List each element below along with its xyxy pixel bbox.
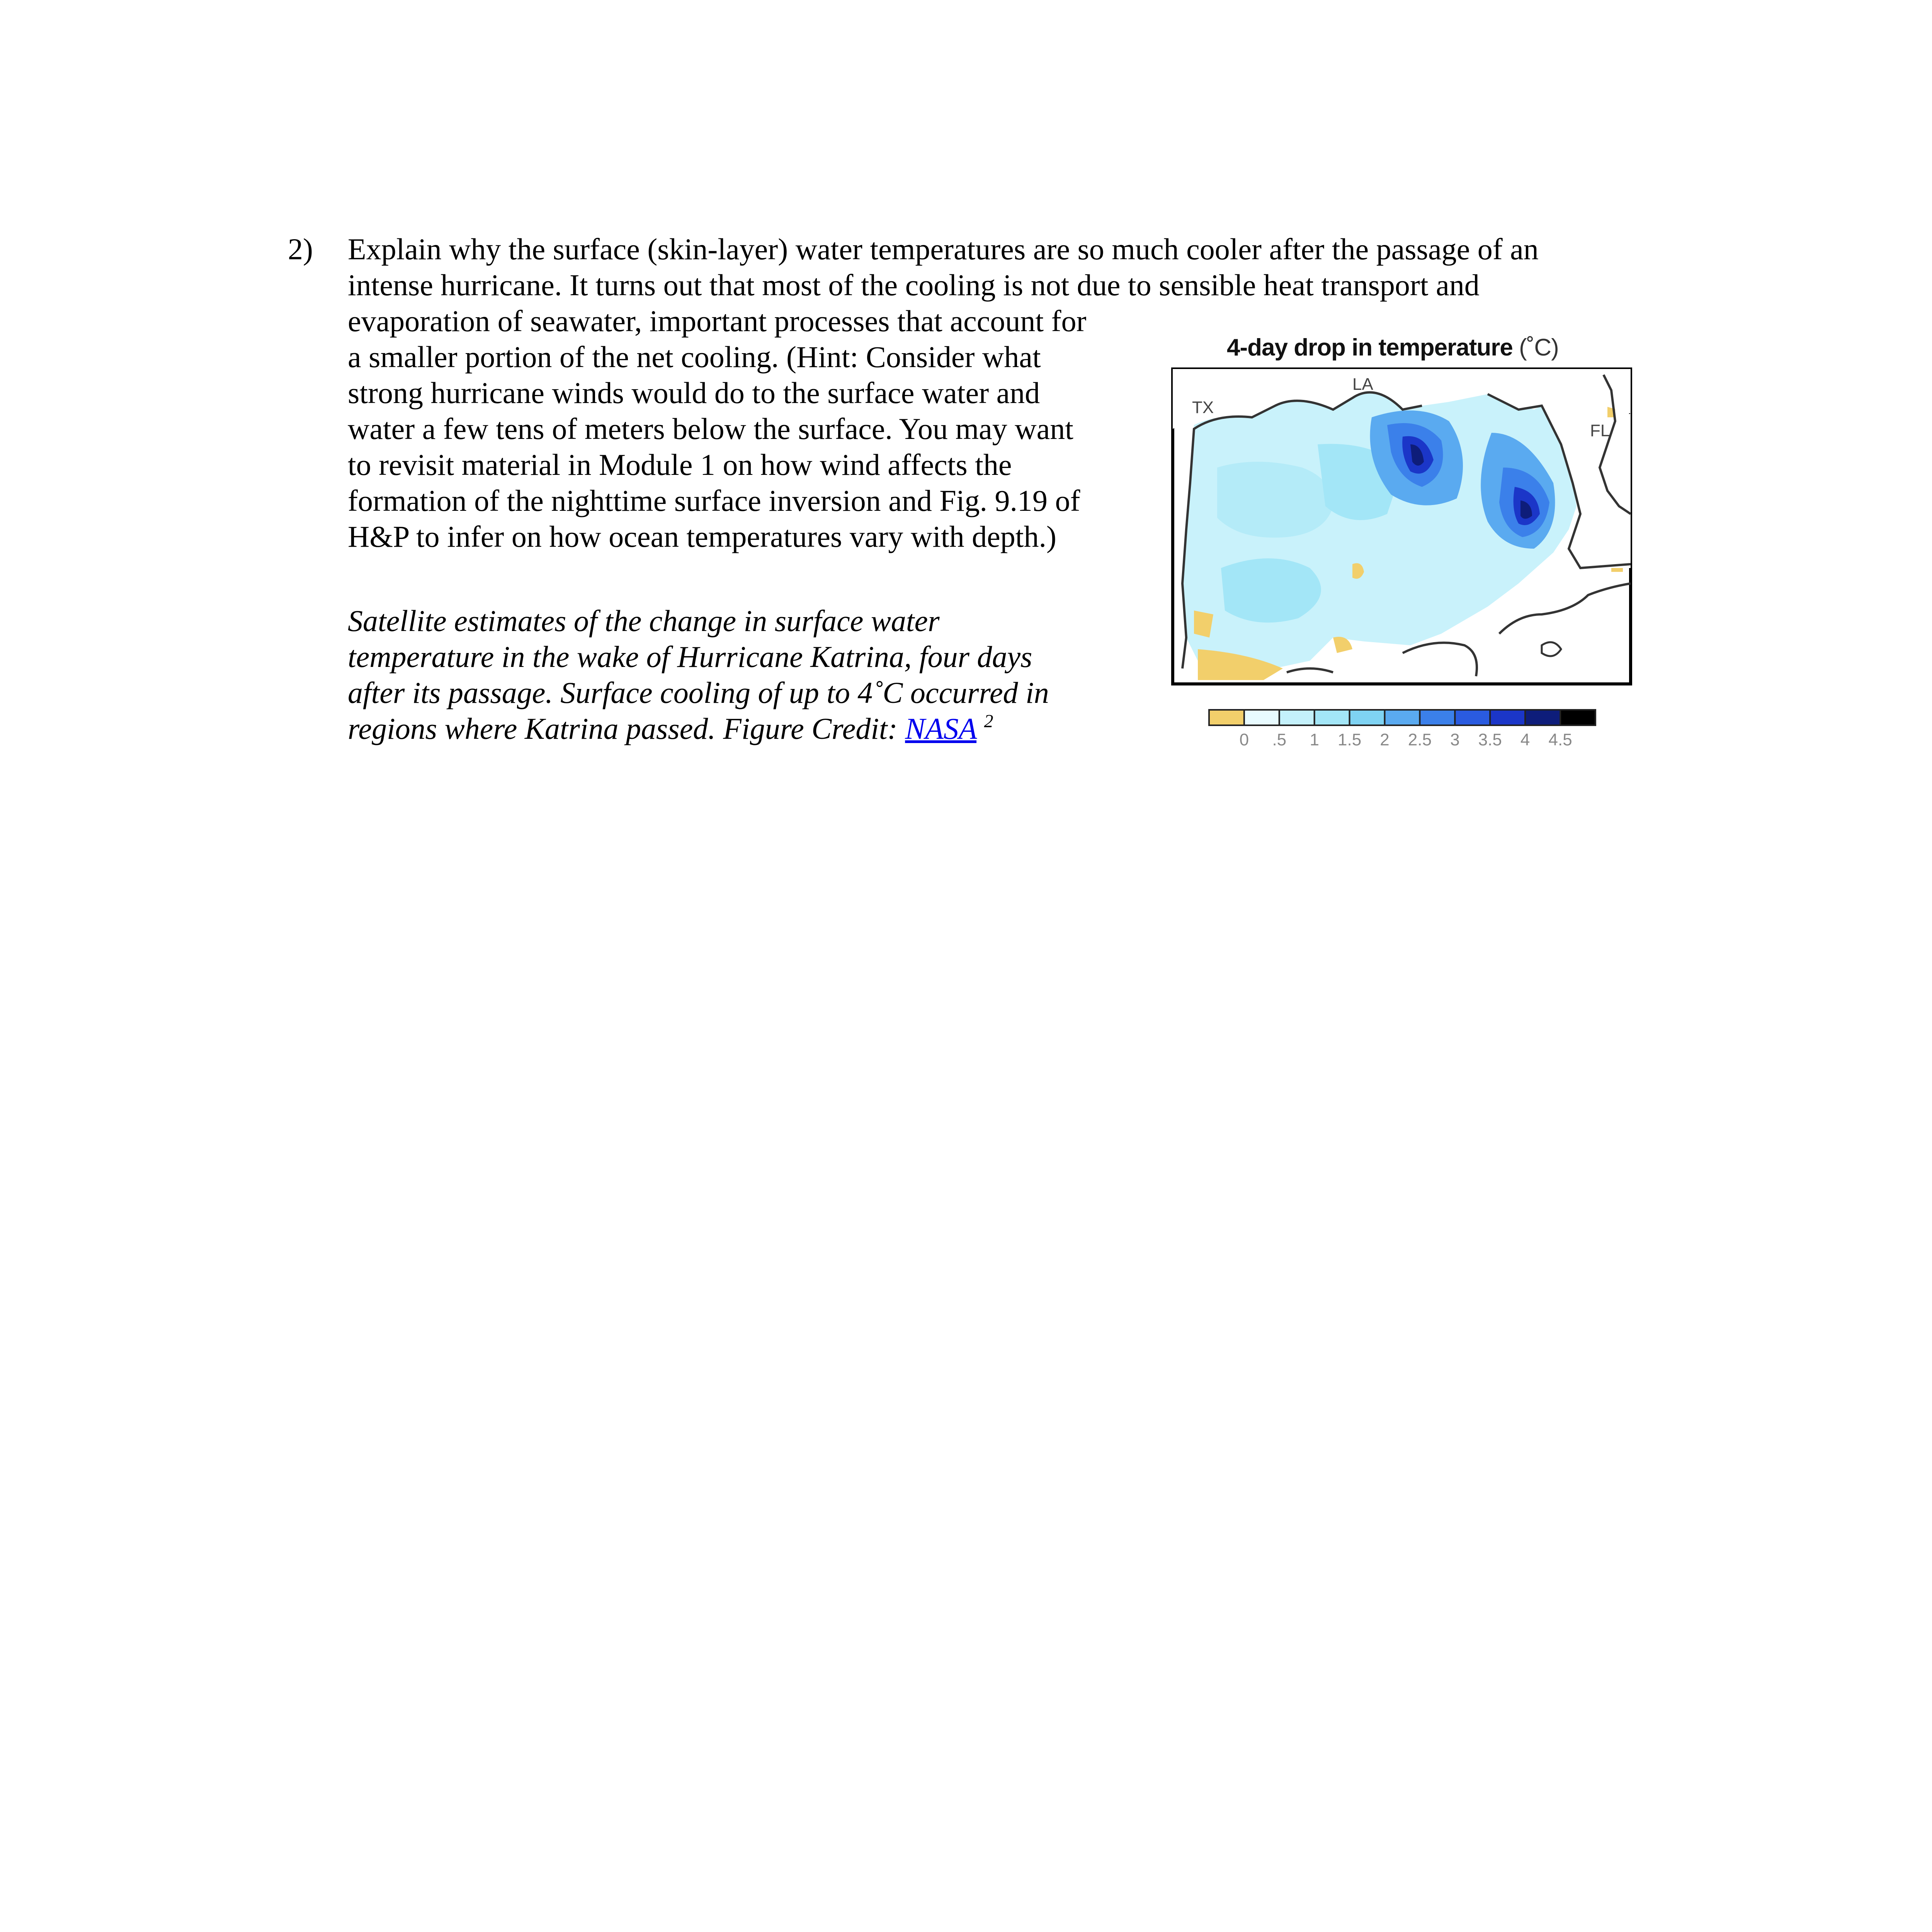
colorbar-tick-label: 2.5 bbox=[1408, 730, 1432, 749]
map-label-louisiana: LA bbox=[1352, 375, 1373, 394]
colorbar-swatch bbox=[1244, 710, 1279, 725]
figure-unit: (˚C) bbox=[1519, 334, 1559, 361]
question-line: to revisit material in Module 1 on how wind affects the bbox=[348, 448, 1012, 481]
colorbar-swatch bbox=[1279, 710, 1315, 725]
colorbar-swatch bbox=[1525, 710, 1560, 725]
colorbar-tick-label: 3.5 bbox=[1478, 730, 1502, 749]
colorbar-swatch bbox=[1490, 710, 1525, 725]
caption-line: after its passage. Surface cooling of up to 4˚C occurred in bbox=[348, 676, 1049, 709]
caption-line: Satellite estimates of the change in surface water bbox=[348, 604, 940, 638]
question-number: 2) bbox=[288, 232, 313, 266]
colorbar-tick-label: .5 bbox=[1272, 730, 1287, 749]
question-line: water a few tens of meters below the surface. You may want bbox=[348, 412, 1073, 446]
colorbar-tick-label: 1 bbox=[1310, 730, 1319, 749]
colorbar-tick-label: 1.5 bbox=[1338, 730, 1362, 749]
question-line: H&P to infer on how ocean temperatures vary with depth.) bbox=[348, 520, 1056, 553]
colorbar-swatch bbox=[1350, 710, 1385, 725]
figure-title-text: 4-day drop in temperature bbox=[1227, 334, 1513, 361]
colorbar-tick-label: 0 bbox=[1239, 730, 1249, 749]
map-label-florida: FL bbox=[1590, 421, 1610, 440]
nasa-link[interactable]: NASA bbox=[905, 712, 977, 745]
ocean-cooling-band bbox=[1221, 558, 1321, 622]
caption-line bbox=[348, 711, 993, 747]
map-label-texas: TX bbox=[1192, 398, 1214, 417]
colorbar-swatch bbox=[1560, 710, 1595, 725]
question-line: strong hurricane winds would do to the surface water and bbox=[348, 376, 1040, 410]
colorbar-swatch bbox=[1209, 710, 1244, 725]
caption-line: temperature in the wake of Hurricane Katrina, four days bbox=[348, 640, 1032, 673]
colorbar-tick-label: 4 bbox=[1520, 730, 1530, 749]
figure-title bbox=[1227, 332, 1644, 363]
colorbar-tick-label: 2 bbox=[1380, 730, 1389, 749]
question-line: intense hurricane. It turns out that most of the cooling is not due to sensible heat transport and bbox=[348, 268, 1480, 302]
gulf-map bbox=[1171, 367, 1634, 686]
colorbar-swatch bbox=[1385, 710, 1420, 725]
colorbar-tick-label: 3 bbox=[1450, 730, 1460, 749]
caption-text: regions where Katrina passed. Figure Credit: bbox=[348, 712, 905, 745]
colorbar-swatch bbox=[1455, 710, 1490, 725]
temperature-drop-figure bbox=[1171, 332, 1646, 757]
colorbar bbox=[1208, 709, 1598, 726]
question-line: a smaller portion of the net cooling. (Hint: Consider what bbox=[348, 340, 1041, 374]
colorbar-swatch bbox=[1420, 710, 1455, 725]
colorbar-tick-label: 4.5 bbox=[1548, 730, 1572, 749]
colorbar-swatch bbox=[1315, 710, 1350, 725]
footnote-ref: 2 bbox=[984, 711, 993, 731]
question-line: evaporation of seawater, important processes that account for bbox=[348, 304, 1087, 338]
question-line: Explain why the surface (skin-layer) water temperatures are so much cooler after the passage of an bbox=[348, 232, 1539, 266]
question-line: formation of the nighttime surface inversion and Fig. 9.19 of bbox=[348, 484, 1080, 517]
